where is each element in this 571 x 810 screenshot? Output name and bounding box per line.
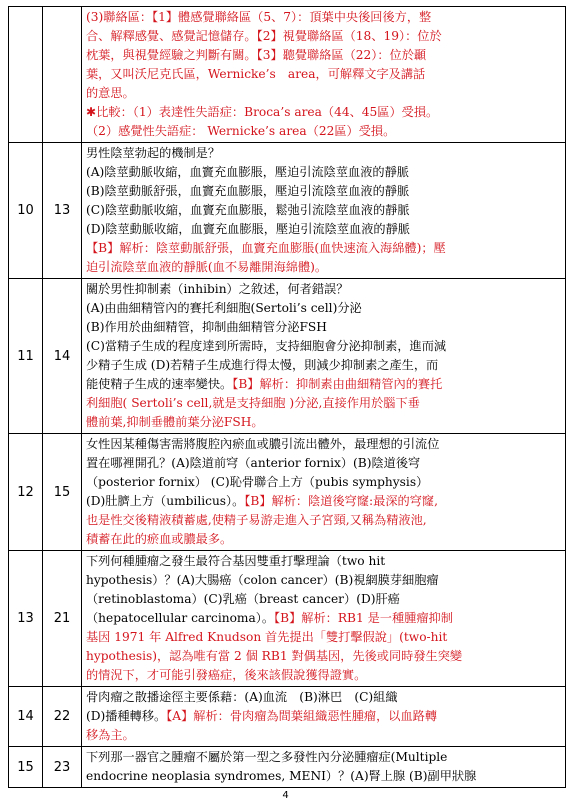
text-line: 移為主。	[86, 728, 135, 742]
text-line: 基因 1971 年 Alfred Knudson 首先提出「雙打擊假說」(two-hit	[86, 630, 448, 644]
text-line: 骨肉瘤之散播途徑主要係藉：(A)血流 (B)淋巴 (C)組織	[86, 690, 398, 704]
question-segment: (D)播種轉移。	[86, 709, 167, 723]
text-line	[86, 492, 562, 511]
text-line: (A)由曲細精管內的賽托利細胞(Sertoli’s cell)分泌	[86, 301, 362, 315]
text-line: 置在哪裡開孔？(A)陰道前穹（anterior fornix）(B)陰道後穹	[86, 456, 421, 470]
row-index: 10	[9, 143, 43, 279]
question-segment: (D)肚臍上方（umbilicus）。	[86, 494, 245, 508]
text-line: 迫引流陰莖血液的靜脈(血不易離開海綿體)。	[86, 260, 328, 274]
text-line: ✱比較：（1）表達性失語症：Broca’s area（44、45區）受損。	[86, 105, 439, 119]
question-row	[9, 747, 566, 788]
page-number: 4	[282, 790, 289, 801]
text-line: endocrine neoplasia syndromes, MENI）？(A)腎上腺 (B)副甲狀腺	[86, 769, 477, 783]
text-line: 的意思。	[86, 86, 135, 100]
question-segment: （hepatocellular carcinoma）。	[86, 611, 275, 625]
question-number: 22	[43, 687, 82, 747]
text-line: 【B】解析：陰莖動脈舒張，血竇充血膨脹(血快速流入海綿體)；壓	[86, 241, 446, 255]
text-line: (B)陰莖動脈舒張，血竇充血膨脹，壓迫引流陰莖血液的靜脈	[86, 184, 410, 198]
text-line: 的情況下，才可能引發癌症，後來該假說獲得證實。	[86, 668, 367, 682]
text-line: (3)聯絡區：【1】體感覺聯絡區（5、7）：頂葉中央後回後方，整	[86, 10, 432, 24]
question-number: 14	[43, 279, 82, 434]
text-line: 少精子生成 (D)若精子生成進行得太慢，則減少抑制素之產生，而	[86, 358, 439, 372]
text-line: 男性陰莖勃起的機制是？	[86, 146, 221, 160]
text-line: 利細胞( Sertoli’s cell,就是支持細胞 )分泌,直接作用於腦下垂	[86, 396, 420, 410]
question-number	[43, 7, 82, 143]
question-row	[9, 434, 566, 551]
text-line: 枕葉，與視覺經驗之判斷有關。【3】聽覺聯絡區（22）：位於顳	[86, 48, 427, 62]
text-line: hypothesis)，認為唯有當 2 個 RB1 對偶基因，先後或同時發生突變	[86, 649, 463, 663]
question-text	[82, 747, 566, 788]
text-line: （posterior fornix） (C)恥骨聯合上方（pubis symphysis）	[86, 475, 429, 489]
text-line	[86, 609, 562, 628]
text-line: 關於男性抑制素（inhibin）之敘述，何者錯誤？	[86, 282, 349, 296]
text-line: (D)陰莖動脈收縮，血竇充血膨脹，壓迫引流陰莖血液的靜脈	[86, 222, 410, 236]
question-number: 13	[43, 143, 82, 279]
row-index: 14	[9, 687, 43, 747]
question-text	[82, 143, 566, 279]
text-line: (C)陰莖動脈收縮，血竇充血膨脹，鬆弛引流陰莖血液的靜脈	[86, 203, 410, 217]
text-line: (B)作用於曲細精管，抑制曲細精管分泌FSH	[86, 320, 327, 334]
text-line	[86, 707, 562, 726]
question-text	[82, 7, 566, 143]
answer-explanation: 【B】解析：陰道後穹窿:最深的穹窿,	[244, 494, 438, 508]
question-row	[9, 7, 566, 143]
question-number: 15	[43, 434, 82, 551]
text-line: 下列何種腫瘤之發生最符合基因雙重打擊理論（two hit	[86, 554, 386, 568]
text-line: (A)陰莖動脈收縮，血竇充血膨脹，壓迫引流陰莖血液的靜脈	[86, 165, 409, 179]
text-line: hypothesis）？(A)大腸癌（colon cancer）(B)視網膜芽細胞瘤	[86, 573, 439, 587]
question-table	[8, 6, 566, 788]
question-segment: 能使精子生成的速率變快。	[86, 377, 233, 391]
answer-explanation: 【B】解析：抑制素由曲細精管內的賽托	[232, 377, 443, 391]
text-line: 也是性交後精液積蓄處,使精子易游走進入子宮頸,又稱為精液池,	[86, 513, 427, 527]
question-number: 21	[43, 551, 82, 687]
text-line	[86, 375, 562, 394]
row-index	[9, 7, 43, 143]
text-line: 女性因某種傷害需將腹腔內瘀血或膿引流出體外，最理想的引流位	[86, 437, 440, 451]
question-text	[82, 551, 566, 687]
answer-explanation: 【B】解析：RB1 是一種腫瘤抑制	[274, 611, 453, 625]
question-text	[82, 434, 566, 551]
row-index: 15	[9, 747, 43, 788]
question-text	[82, 279, 566, 434]
question-row	[9, 687, 566, 747]
question-row	[9, 279, 566, 434]
text-line: 體前葉,抑制垂體前葉分泌FSH。	[86, 415, 264, 429]
text-line: 葉，又叫沃尼克氏區，Wernicke’s area，可解釋文字及講話	[86, 67, 426, 81]
question-row	[9, 551, 566, 687]
text-line: (C)當精子生成的程度達到所需時，支持細胞會分泌抑制素，進而減	[86, 339, 447, 353]
text-line: （2）感覺性失語症： Wernicke’s area（22區）受損。	[86, 124, 396, 138]
row-index: 13	[9, 551, 43, 687]
question-number: 23	[43, 747, 82, 788]
question-text	[82, 687, 566, 747]
question-row	[9, 143, 566, 279]
row-index: 11	[9, 279, 43, 434]
answer-explanation: 【A】解析：骨肉瘤為間葉組織惡性腫瘤，以血路轉	[166, 709, 438, 723]
row-index: 12	[9, 434, 43, 551]
text-line: （retinoblastoma）(C)乳癌（breast cancer）(D)肝癌	[86, 592, 400, 606]
text-line: 下列那一器官之腫瘤不屬於第一型之多發性內分泌腫瘤症(Multiple	[86, 750, 448, 764]
text-line: 合、解釋感覺、感覺記憶儲存。【2】視覺聯絡區（18、19）：位於	[86, 29, 442, 43]
text-line: 積蓄在此的瘀血或膿最多。	[86, 532, 233, 546]
